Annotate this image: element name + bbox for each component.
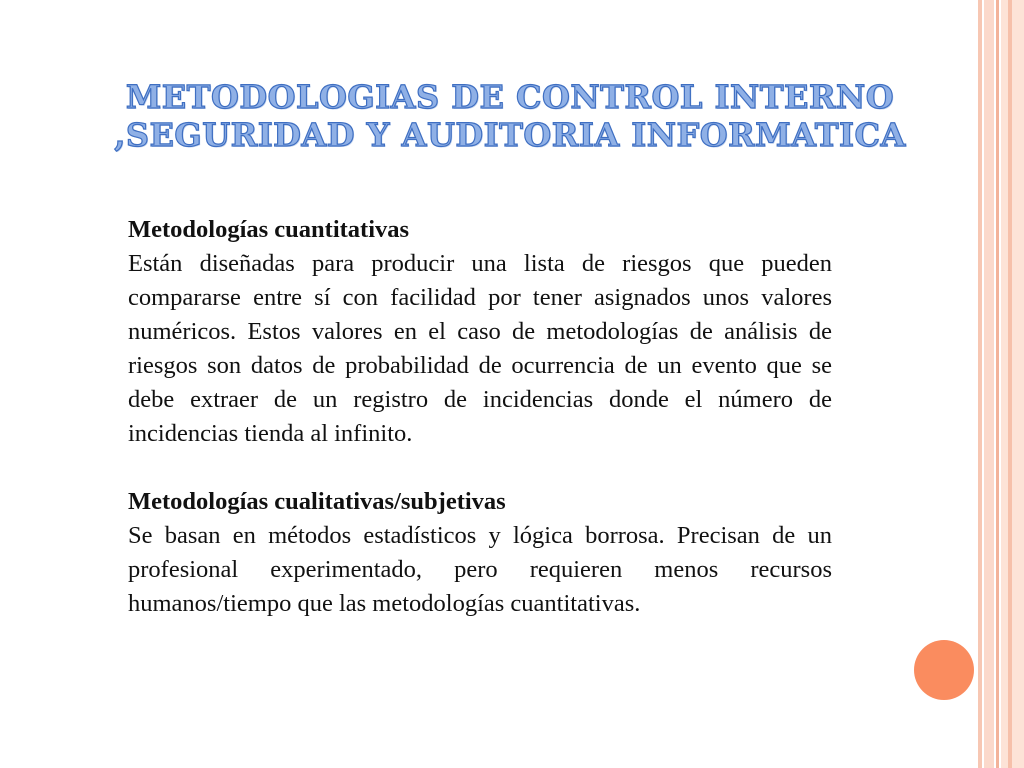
decorative-stripe xyxy=(996,0,999,768)
decorative-stripe xyxy=(1008,0,1012,768)
decorative-stripe xyxy=(1001,0,1024,768)
slide-body xyxy=(128,213,832,621)
section-heading-cualitativas: Metodologías cualitativas/subjetivas xyxy=(128,488,506,515)
decorative-stripe xyxy=(978,0,982,768)
decorative-stripe xyxy=(984,0,994,768)
section-heading-cuantitativas: Metodologías cuantitativas xyxy=(128,216,410,243)
slide-title-line-2: ,SEGURIDAD Y AUDITORIA INFORMATICA xyxy=(114,116,906,154)
section-text-cualitativas: Se basan en métodos estadísticos y lógica borrosa. Precisan de un profesional experimentado, pero requieren menos recursos humanos/tiempo que las metodologías cuantitativas. xyxy=(128,522,832,617)
section-text-cuantitativas: Están diseñadas para producir una lista de riesgos que pueden compararse entre sí con facilidad por tener asignados unos valores numéricos. Estos valores en el caso de metodologías de análisis de riesgos son datos de probabilidad de ocurrencia de un evento que se debe extraer de un registro de incidencias donde el número de incidencias tienda al infinito. xyxy=(128,250,832,447)
section-spacer xyxy=(128,451,832,485)
slide-title-line-1: METODOLOGIAS DE CONTROL INTERNO xyxy=(125,78,895,116)
slide-title xyxy=(60,78,960,154)
decorative-circle xyxy=(914,640,974,700)
